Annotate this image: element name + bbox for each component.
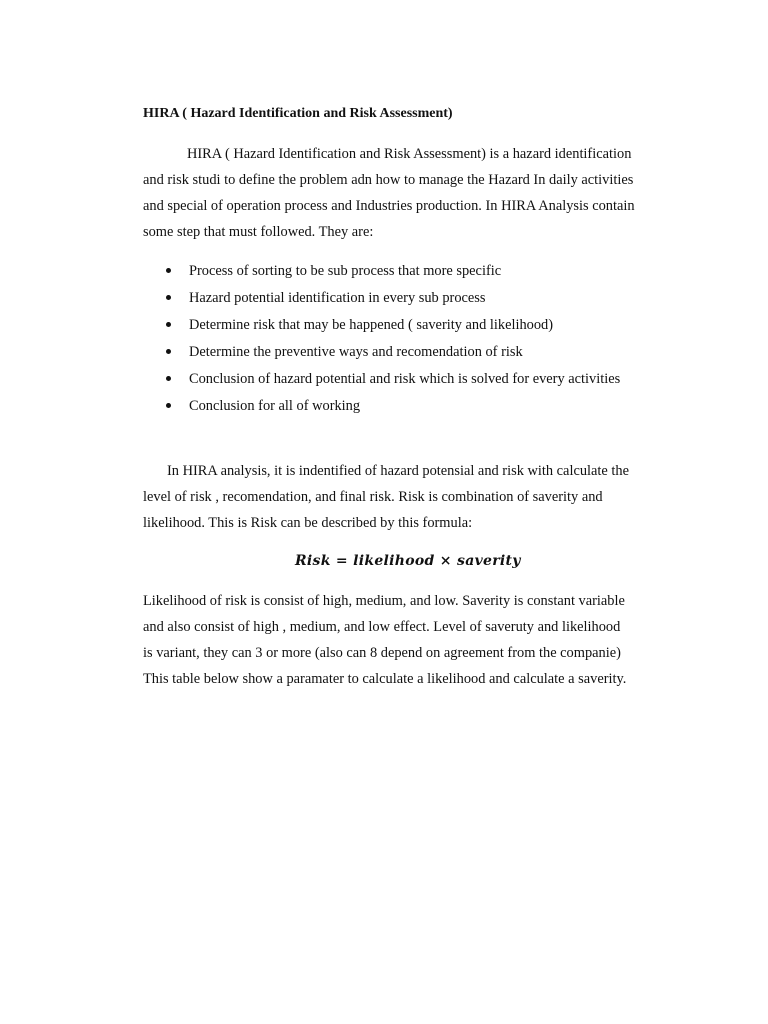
bullet-text: Determine the preventive ways and recomendation of risk xyxy=(189,344,523,360)
bullet-icon xyxy=(166,295,171,300)
intro-line: some step that must followed. They are: xyxy=(143,224,374,240)
bullet-icon xyxy=(166,376,171,381)
bullet-text: Process of sorting to be sub process that more specific xyxy=(189,263,502,279)
bullet-item xyxy=(166,370,620,388)
bullet-text: Conclusion for all of working xyxy=(189,398,361,414)
bullet-item xyxy=(166,343,523,361)
likelihood-line: is variant, they can 3 or more (also can 8 depend on agreement from the companie) xyxy=(143,645,621,661)
risk-formula: Risk = likelihood × saverity xyxy=(295,553,521,569)
analysis-line: In HIRA analysis, it is indentified of hazard potensial and risk with calculate the xyxy=(167,463,629,479)
bullet-icon xyxy=(166,349,171,354)
bullet-item xyxy=(166,262,501,280)
bullet-text: Hazard potential identification in every sub process xyxy=(189,290,486,306)
bullet-text: Determine risk that may be happened ( saverity and likelihood) xyxy=(189,317,554,333)
bullet-item xyxy=(166,289,486,307)
likelihood-line: and also consist of high , medium, and low effect. Level of saveruty and likelihood xyxy=(143,619,621,635)
document-heading: HIRA ( Hazard Identification and Risk Assessment) xyxy=(143,106,453,121)
analysis-line: level of risk , recomendation, and final risk. Risk is combination of saverity and xyxy=(143,489,603,505)
likelihood-line: Likelihood of risk is consist of high, medium, and low. Saverity is constant variable xyxy=(143,593,625,609)
likelihood-line: This table below show a paramater to calculate a likelihood and calculate a saverity. xyxy=(143,671,627,687)
bullet-item xyxy=(166,316,553,334)
intro-line: HIRA ( Hazard Identification and Risk Assessment) is a hazard identification xyxy=(187,146,632,162)
bullet-icon xyxy=(166,268,171,273)
bullet-text: Conclusion of hazard potential and risk which is solved for every activities xyxy=(189,371,621,387)
intro-line: and special of operation process and Industries production. In HIRA Analysis contain xyxy=(143,198,635,214)
intro-line: and risk studi to define the problem adn how to manage the Hazard In daily activities xyxy=(143,172,634,188)
bullet-icon xyxy=(166,322,171,327)
analysis-line: likelihood. This is Risk can be described by this formula: xyxy=(143,515,473,531)
bullet-item xyxy=(166,397,360,415)
bullet-icon xyxy=(166,403,171,408)
